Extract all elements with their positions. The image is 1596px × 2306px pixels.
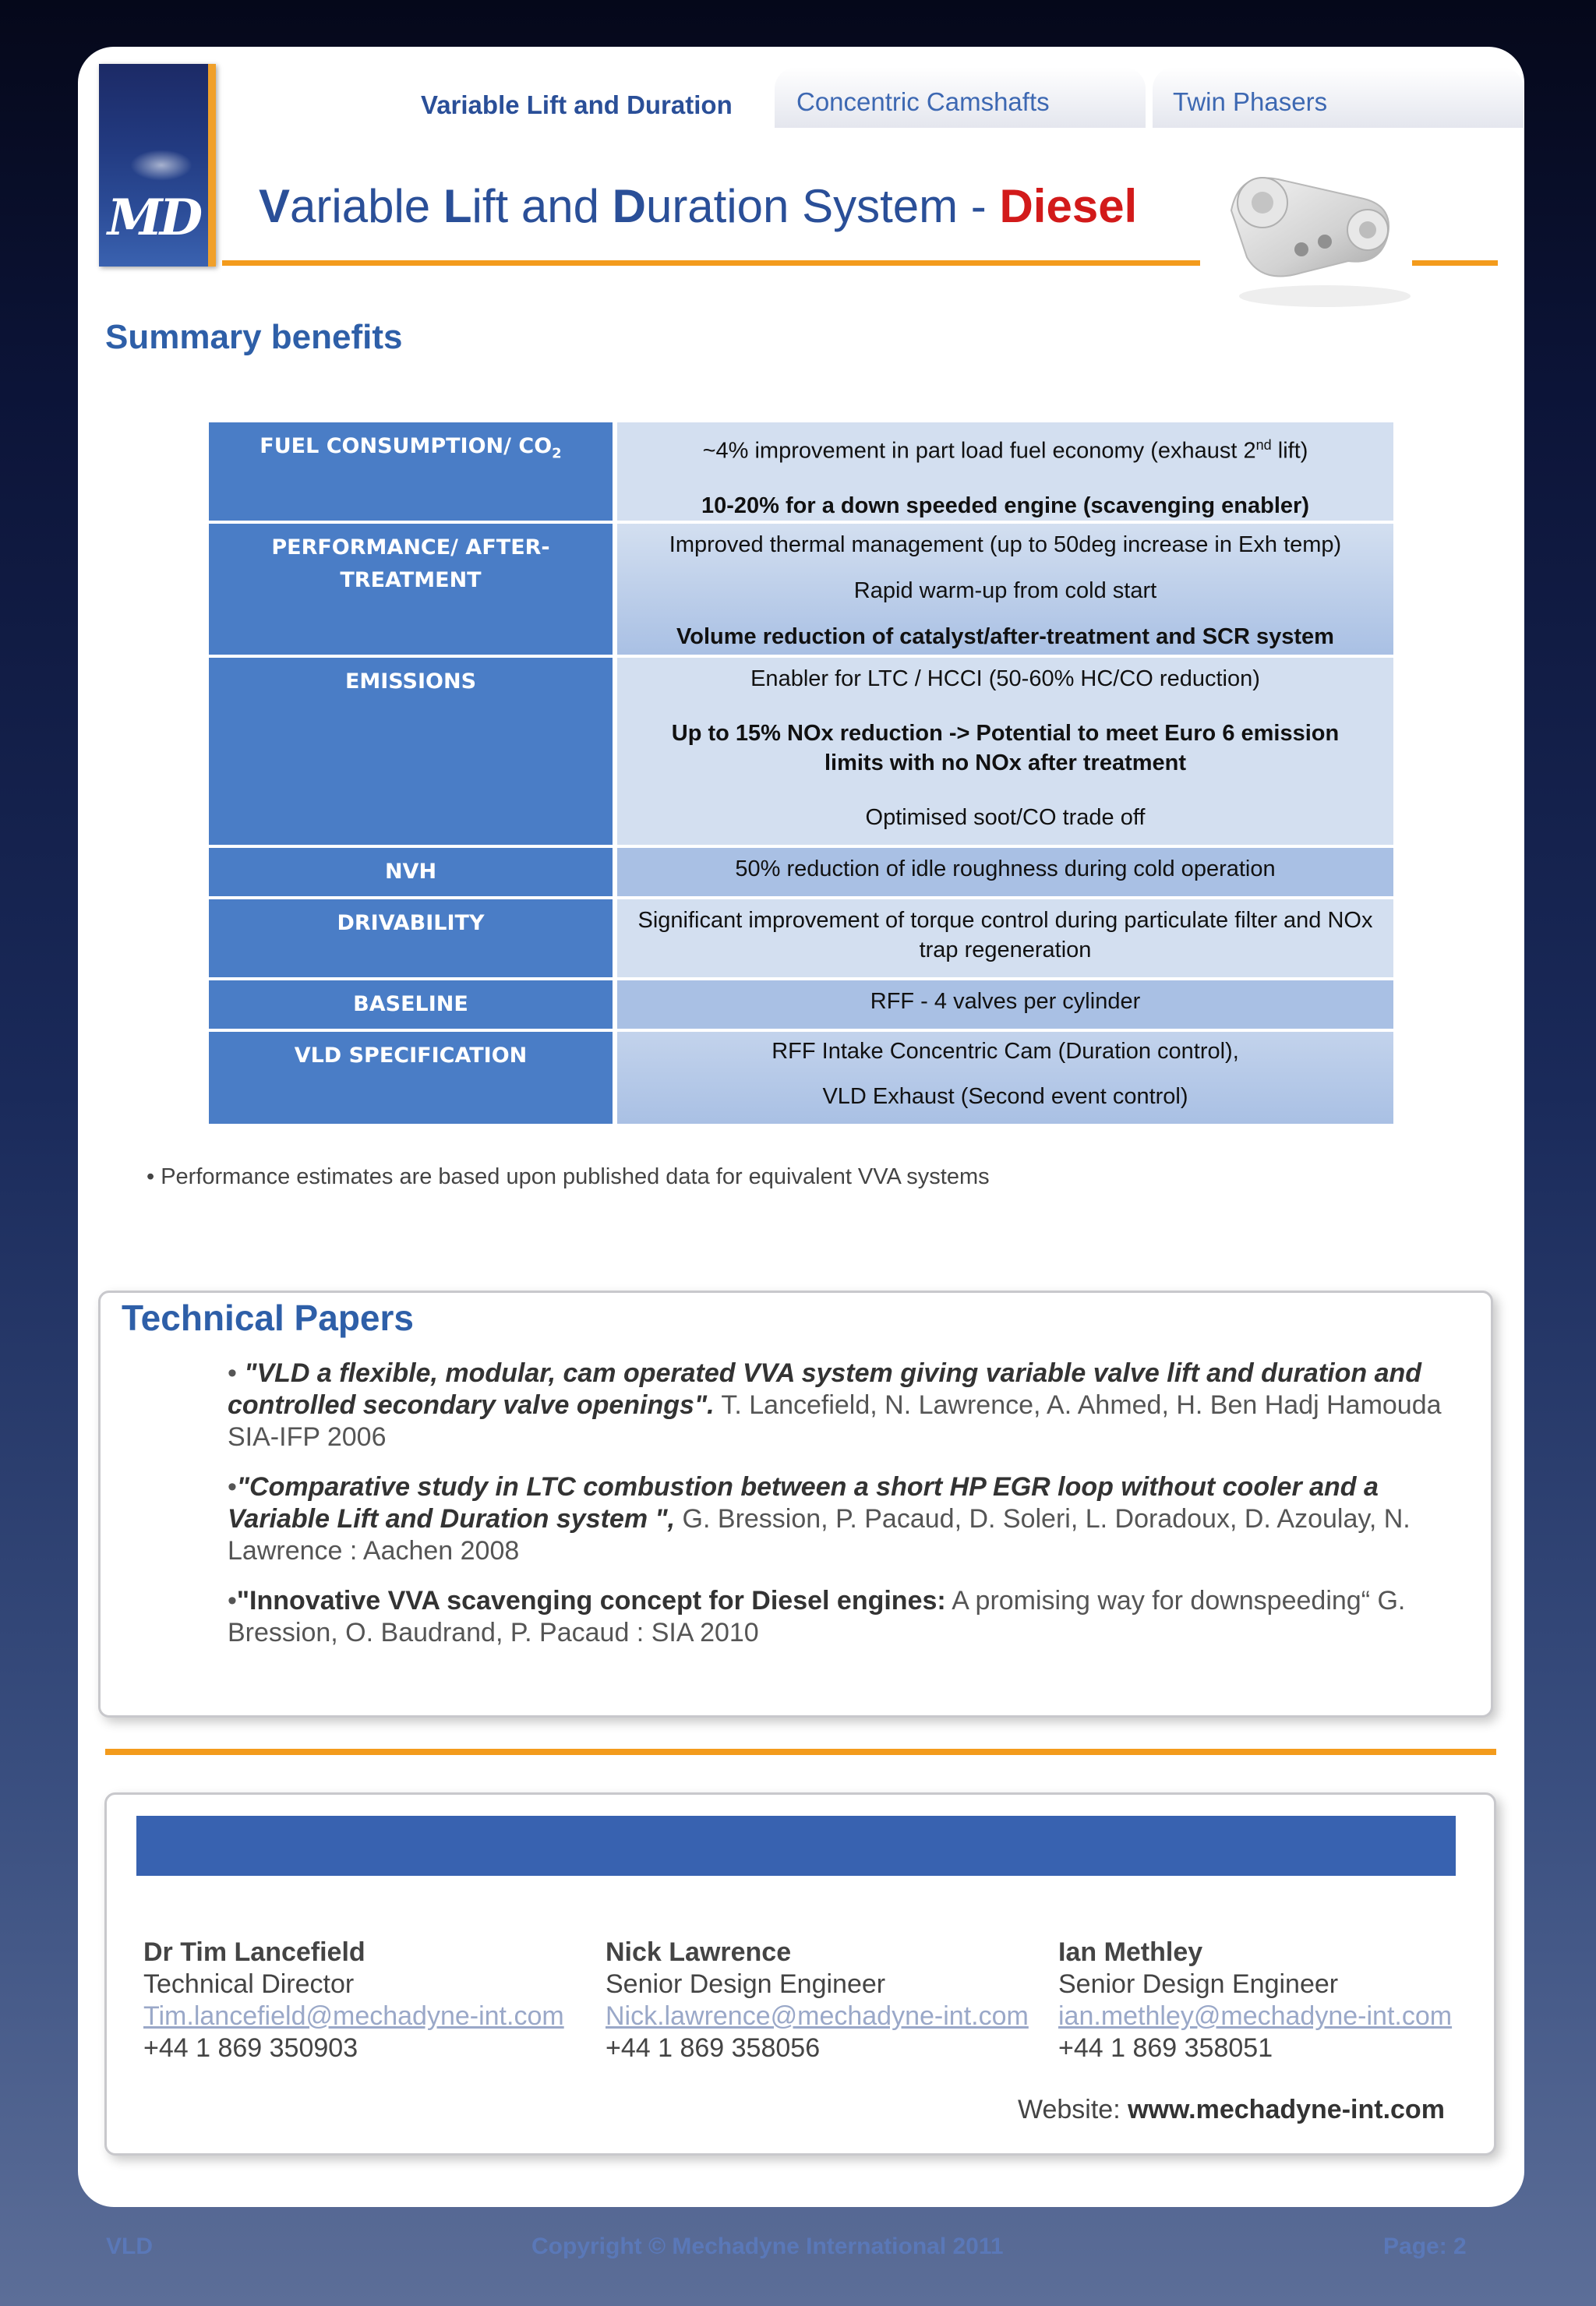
paper-title: "Innovative VVA scavenging concept for Diesel engines: <box>236 1586 946 1616</box>
website-line: Website: www.mechadyne-int.com <box>1018 2095 1445 2124</box>
value-line: Volume reduction of catalyst/after-treatment and SCR system <box>676 624 1334 649</box>
row-label: VLD SPECIFICATION <box>209 1032 613 1124</box>
row-values <box>617 980 1393 1029</box>
value-line: ~4% improvement in part load fuel economy (exhaust 2nd lift) <box>702 437 1308 464</box>
table-row <box>209 980 1393 1029</box>
contact-card <box>1058 1937 1452 2064</box>
row-label: PERFORMANCE/ AFTER-TREATMENT <box>209 524 613 655</box>
contact-name: Dr Tim Lancefield <box>143 1937 365 1967</box>
contact-card <box>143 1937 564 2064</box>
table-row <box>209 658 1393 845</box>
cam-mechanism-illustration <box>1208 156 1418 312</box>
tab-variable-lift-and-duration[interactable] <box>394 67 767 132</box>
value-line: Significant improvement of torque control during particulate filter and NOx trap regeneration <box>637 908 1373 962</box>
row-values <box>617 524 1393 655</box>
section-divider <box>105 1749 1496 1755</box>
tab-label: Twin Phasers <box>1173 87 1328 116</box>
contact-email-link[interactable]: Tim.lancefield@mechadyne-int.com <box>143 2001 564 2031</box>
row-label: FUEL CONSUMPTION/ $CO_2$ <box>209 422 613 521</box>
contact-phone: +44 1 869 358056 <box>606 2033 821 2063</box>
table-row <box>209 848 1393 896</box>
row-values <box>617 848 1393 896</box>
row-values <box>617 1032 1393 1124</box>
value-line: Improved thermal management (up to 50deg increase in Exh temp) <box>669 532 1342 557</box>
footer-doc-code: VLD <box>106 2234 153 2259</box>
value-line: 50% reduction of idle roughness during cold operation <box>735 856 1276 881</box>
paper-title: "VLD a flexible, modular, cam operated VVA system giving variable valve lift and duration and controlled secondary valve openings". <box>228 1358 1422 1420</box>
table-row <box>209 899 1393 977</box>
technical-papers-heading: Technical Papers <box>122 1298 414 1338</box>
row-values <box>617 899 1393 977</box>
contact-role: Senior Design Engineer <box>606 1969 886 1999</box>
footer-page-number: Page: 2 <box>1383 2234 1467 2259</box>
page-title: Variable Lift and Duration System - Diesel <box>259 180 1138 232</box>
table-row <box>209 422 1393 521</box>
logo-mark: MD <box>107 189 200 247</box>
table-row <box>209 1032 1393 1124</box>
table-row <box>209 524 1393 655</box>
paper-item: • "VLD a flexible, modular, cam operated VVA system giving variable valve lift and duration and controlled secondary valve openings". T. Lancefield, N. Lawrence, A. Ahmed, H. Ben Hadj Hamouda SIA-IFP 2006 <box>228 1358 1442 1452</box>
contacts-header-bar <box>136 1816 1456 1876</box>
title-highlight: Diesel <box>999 180 1138 232</box>
value-line: Up to 15% NOx reduction -> Potential to meet Euro 6 emission limits with no NOx after treatment <box>671 721 1340 775</box>
tab-label: Concentric Camshafts <box>796 87 1050 116</box>
row-values <box>617 658 1393 845</box>
contact-phone: +44 1 869 358051 <box>1058 2033 1273 2063</box>
summary-heading: Summary benefits <box>105 318 403 356</box>
contact-email-link[interactable]: Nick.lawrence@mechadyne-int.com <box>606 2001 1029 2031</box>
website-link[interactable]: www.mechadyne-int.com <box>1128 2095 1445 2124</box>
row-label: DRIVABILITY <box>209 899 613 977</box>
value-line: Optimised soot/CO trade off <box>865 805 1146 830</box>
mechadyne-logo <box>99 64 216 267</box>
row-label: EMISSIONS <box>209 658 613 845</box>
value-line: Rapid warm-up from cold start <box>853 578 1157 603</box>
tab-twin-phasers[interactable] <box>1153 67 1524 128</box>
value-line: Enabler for LTC / HCCI (50-60% HC/CO reduction) <box>750 666 1260 691</box>
title-underline <box>222 260 1200 266</box>
value-line: RFF Intake Concentric Cam (Duration control), <box>772 1039 1239 1064</box>
contact-name: Ian Methley <box>1058 1937 1203 1967</box>
contact-phone: +44 1 869 350903 <box>143 2033 358 2063</box>
value-line: VLD Exhaust (Second event control) <box>822 1084 1188 1109</box>
title-underline-end <box>1412 260 1498 266</box>
contact-email-link[interactable]: ian.methley@mechadyne-int.com <box>1058 2001 1453 2031</box>
tab-label: Variable Lift and Duration <box>421 90 733 119</box>
tab-concentric-camshafts[interactable] <box>775 67 1146 128</box>
value-line: 10-20% for a down speeded engine (scavenging enabler) <box>701 493 1309 518</box>
contact-name: Nick Lawrence <box>606 1937 792 1967</box>
row-values <box>617 422 1393 521</box>
value-line: RFF - 4 valves per cylinder <box>870 989 1141 1014</box>
paper-item: •"Comparative study in LTC combustion between a short HP EGR loop without cooler and a Variable Lift and Duration system ", G. Bression, P. Pacaud, D. Soleri, L. Doradoux, D. Azoulay, N. Lawrence : Aachen 2008 <box>228 1472 1411 1566</box>
contact-role: Senior Design Engineer <box>1058 1969 1339 1999</box>
row-label: BASELINE <box>209 980 613 1029</box>
paper-title: "Comparative study in LTC combustion between a short HP EGR loop without cooler and a Variable Lift and Duration system ", <box>228 1472 1379 1534</box>
performance-note: • Performance estimates are based upon published data for equivalent VVA systems <box>147 1164 990 1189</box>
contact-role: Technical Director <box>143 1969 355 1999</box>
summary-benefits-table <box>204 419 1398 1127</box>
footer-copyright: Copyright © Mechadyne International 2011 <box>531 2234 1004 2259</box>
row-label: NVH <box>209 848 613 896</box>
logo-glow <box>130 150 192 181</box>
contact-card <box>606 1937 1029 2064</box>
paper-item: •"Innovative VVA scavenging concept for Diesel engines: A promising way for downspeeding“ G. Bression, O. Baudrand, P. Pacaud : SIA 2010 <box>228 1586 1406 1647</box>
